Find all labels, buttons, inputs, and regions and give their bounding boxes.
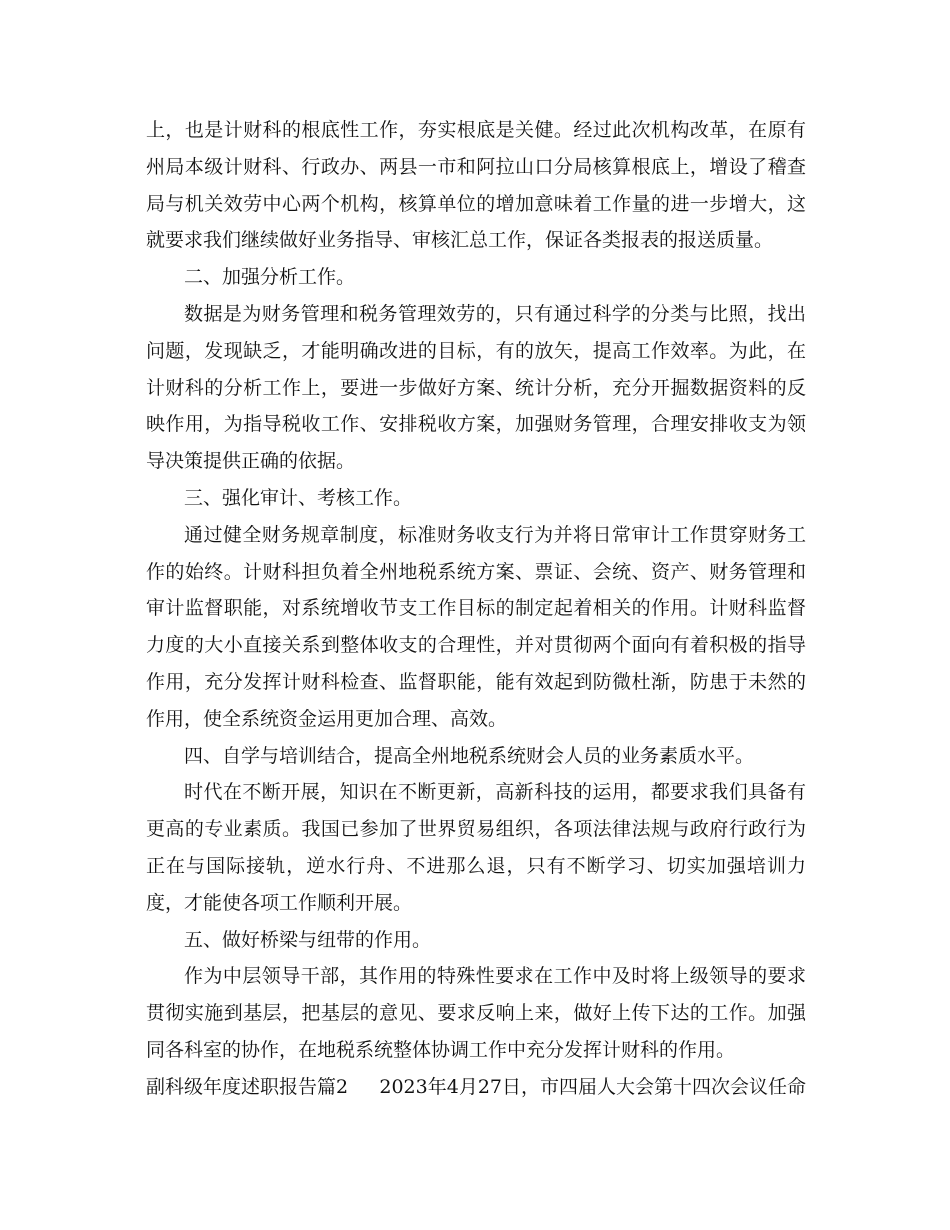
paragraph-4: 时代在不断开展，知识在不断更新，高新科技的运用，都要求我们具备有更高的专业素质。我国已参加了世界贸易组织，各项法律法规与政府行政行为正在与国际接轨，逆水行舟、不进那么退，只有不断学习、切实加强培训力度，才能使各项工作顺利开展。	[146, 781, 806, 914]
heading-5: 五、做好桥梁与纽带的作用。	[184, 928, 432, 951]
paragraph-5: 作为中层领导干部，其作用的特殊性要求在工作中及时将上级领导的要求贯彻实施到基层，把基层的意见、要求反响上来，做好上传下达的工作。加强同各科室的协作，在地税系统整体协调工作中充分发挥计财科的作用。	[146, 965, 806, 1061]
next-section-title: 副科级年度述职报告篇2	[146, 1075, 349, 1098]
heading-4: 四、自学与培训结合，提高全州地税系统财会人员的业务素质水平。	[184, 744, 755, 767]
next-section-start: 2023年4月27日，市四届人大会第十四次会议任命	[379, 1075, 806, 1098]
paragraph-intro: 上，也是计财科的根底性工作，夯实根底是关健。经过此次机构改革，在原有州局本级计财科、行政办、两县一市和阿拉山口分局核算根底上，增设了稽查局与机关效劳中心两个机构，核算单位的增加意味着工作量的进一步增大，这就要求我们继续做好业务指导、审核汇总工作，保证各类报表的报送质量。	[146, 119, 806, 252]
paragraph-2: 数据是为财务管理和税务管理效劳的，只有通过科学的分类与比照，找出问题，发现缺乏，才能明确改进的目标，有的放矢，提高工作效率。为此，在计财科的分析工作上，要进一步做好方案、统计分析，充分开掘数据资料的反映作用，为指导税收工作、安排税收方案，加强财务管理，合理安排收支为领导决策提供正确的依据。	[146, 302, 806, 473]
heading-2: 二、加强分析工作。	[184, 266, 356, 289]
document-body	[146, 112, 806, 1106]
paragraph-3: 通过健全财务规章制度，标准财务收支行为并将日常审计工作贯穿财务工作的始终。计财科担负着全州地税系统方案、票证、会统、资产、财务管理和审计监督职能，对系统增收节支工作目标的制定起着相关的作用。计财科监督力度的大小直接关系到整体收支的合理性，并对贯彻两个面向有着积极的指导作用，充分发挥计财科检查、监督职能，能有效起到防微杜渐，防患于未然的作用，使全系统资金运用更加合理、高效。	[146, 523, 806, 730]
heading-3: 三、强化审计、考核工作。	[184, 486, 413, 509]
next-section-line	[146, 1069, 806, 1106]
